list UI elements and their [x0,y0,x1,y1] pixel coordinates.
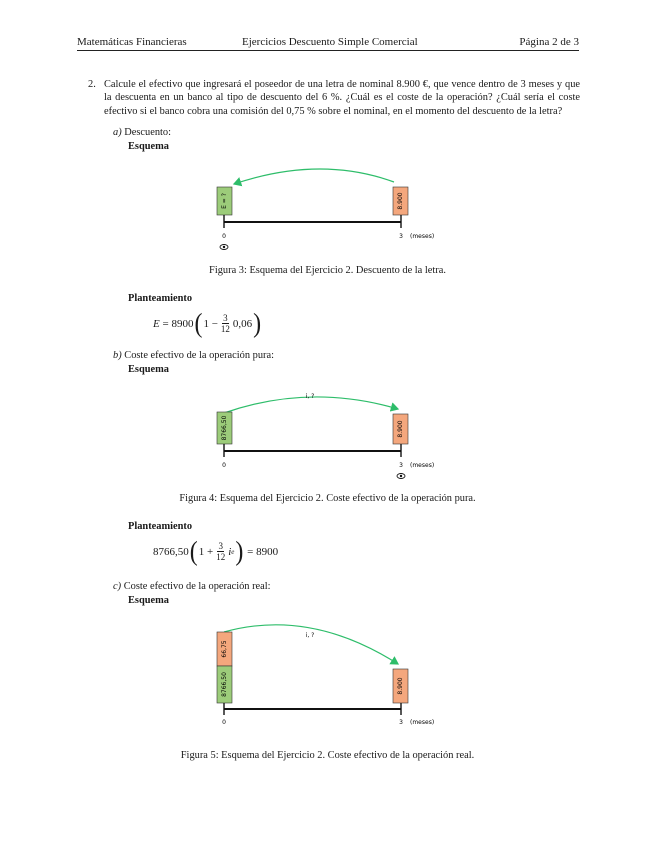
figure-3-left-box-label: E = ? [221,193,228,209]
figure-4-left-box-label: 8766,50 [221,415,228,441]
figure-4-right-box-label: 8.900 [397,420,404,438]
figure-5-right-box-label: 8.900 [397,677,404,695]
figure-3-diagram [200,160,460,260]
part-a-text: Descuento: [124,127,172,138]
part-a-planteamiento-label: Planteamiento [128,293,193,304]
figure-5-unit: (meses) [410,719,435,726]
figure-4-arrow-label: i, ? [305,393,315,400]
figure-4-tick-start: 0 [222,462,226,469]
part-b-planteamiento-label: Planteamiento [128,521,193,532]
figure-5-tick-end: 3 [399,719,403,726]
formula-1-fraction: $\frac{3}{12}$ [220,313,230,334]
figure-5-tick-start: 0 [222,719,226,726]
figure-5-caption: Figura 5: Esquema del Ejercicio 2. Coste efectivo de la operación real. [180,750,475,761]
figure-5-arrow-label: i, ? [305,632,315,639]
figure-5-arrow [224,625,398,664]
figure-3-tick-start: 0 [222,233,226,240]
figure-4-unit: (meses) [410,462,435,469]
figure-4-diagram [200,385,460,485]
part-a-esquema-label: Esquema [128,141,169,152]
problem-text: Calcule el efectivo que ingresará el poseedor de una letra de nominal 8.900 €, que vence dentro de 3 meses y que la descuenta en un banco al tipo de descuento del 6 %. ¿Cuál es el coste de la operación? ¿Cuál sería el coste efectivo si el banco cobra una comisión del 0,75 % sobre el nominal, en el momento del descuento de la letra? [104,79,580,117]
part-c-letter: c) [113,581,122,592]
figure-4-caption: Figura 4: Esquema del Ejercicio 2. Coste efectivo de la operación pura. [179,493,476,504]
formula-2: 8766,50 ( 1 + $\frac{3}{12}$ i e ) = 8900 [153,536,279,567]
part-b-title [113,350,274,361]
page-header [77,36,579,51]
problem-statement [88,78,580,118]
part-b-text: Coste efectivo de la operación pura: [124,350,275,361]
figure-4-tick-end: 3 [399,462,403,469]
part-b-letter: b) [113,350,122,361]
part-c-title [113,581,271,592]
eye-icon [397,474,405,479]
figure-5-diagram [200,612,460,732]
part-c-text: Coste efectivo de la operación real: [123,581,271,592]
figure-3-unit: (meses) [410,233,435,240]
header-course: Matemáticas Financieras [77,36,187,48]
figure-5-left-box-label: 8766,50 [221,672,228,697]
problem-number: 2. [88,79,96,90]
formula-1: E = 8900 ( 1 − $\frac{3}{12}$ 0,06 ) [153,308,262,339]
part-a-letter: a) [113,127,122,138]
part-c-esquema-label: Esquema [128,595,169,606]
figure-3-tick-end: 3 [399,233,403,240]
formula-2-fraction: $\frac{3}{12}$ [216,541,226,562]
figure-5-left-box-top-label: 66,75 [221,640,228,658]
eye-icon [220,245,228,250]
header-page-number: Página 2 de 3 [519,36,579,48]
figure-3-right-box-label: 8.900 [397,192,404,210]
figure-3-caption: Figura 3: Esquema del Ejercicio 2. Descuento de la letra. [209,265,446,276]
part-a-title [113,127,171,138]
header-topic: Ejercicios Descuento Simple Comercial [242,36,418,48]
part-b-esquema-label: Esquema [128,364,169,375]
figure-3-arrow [234,169,394,184]
